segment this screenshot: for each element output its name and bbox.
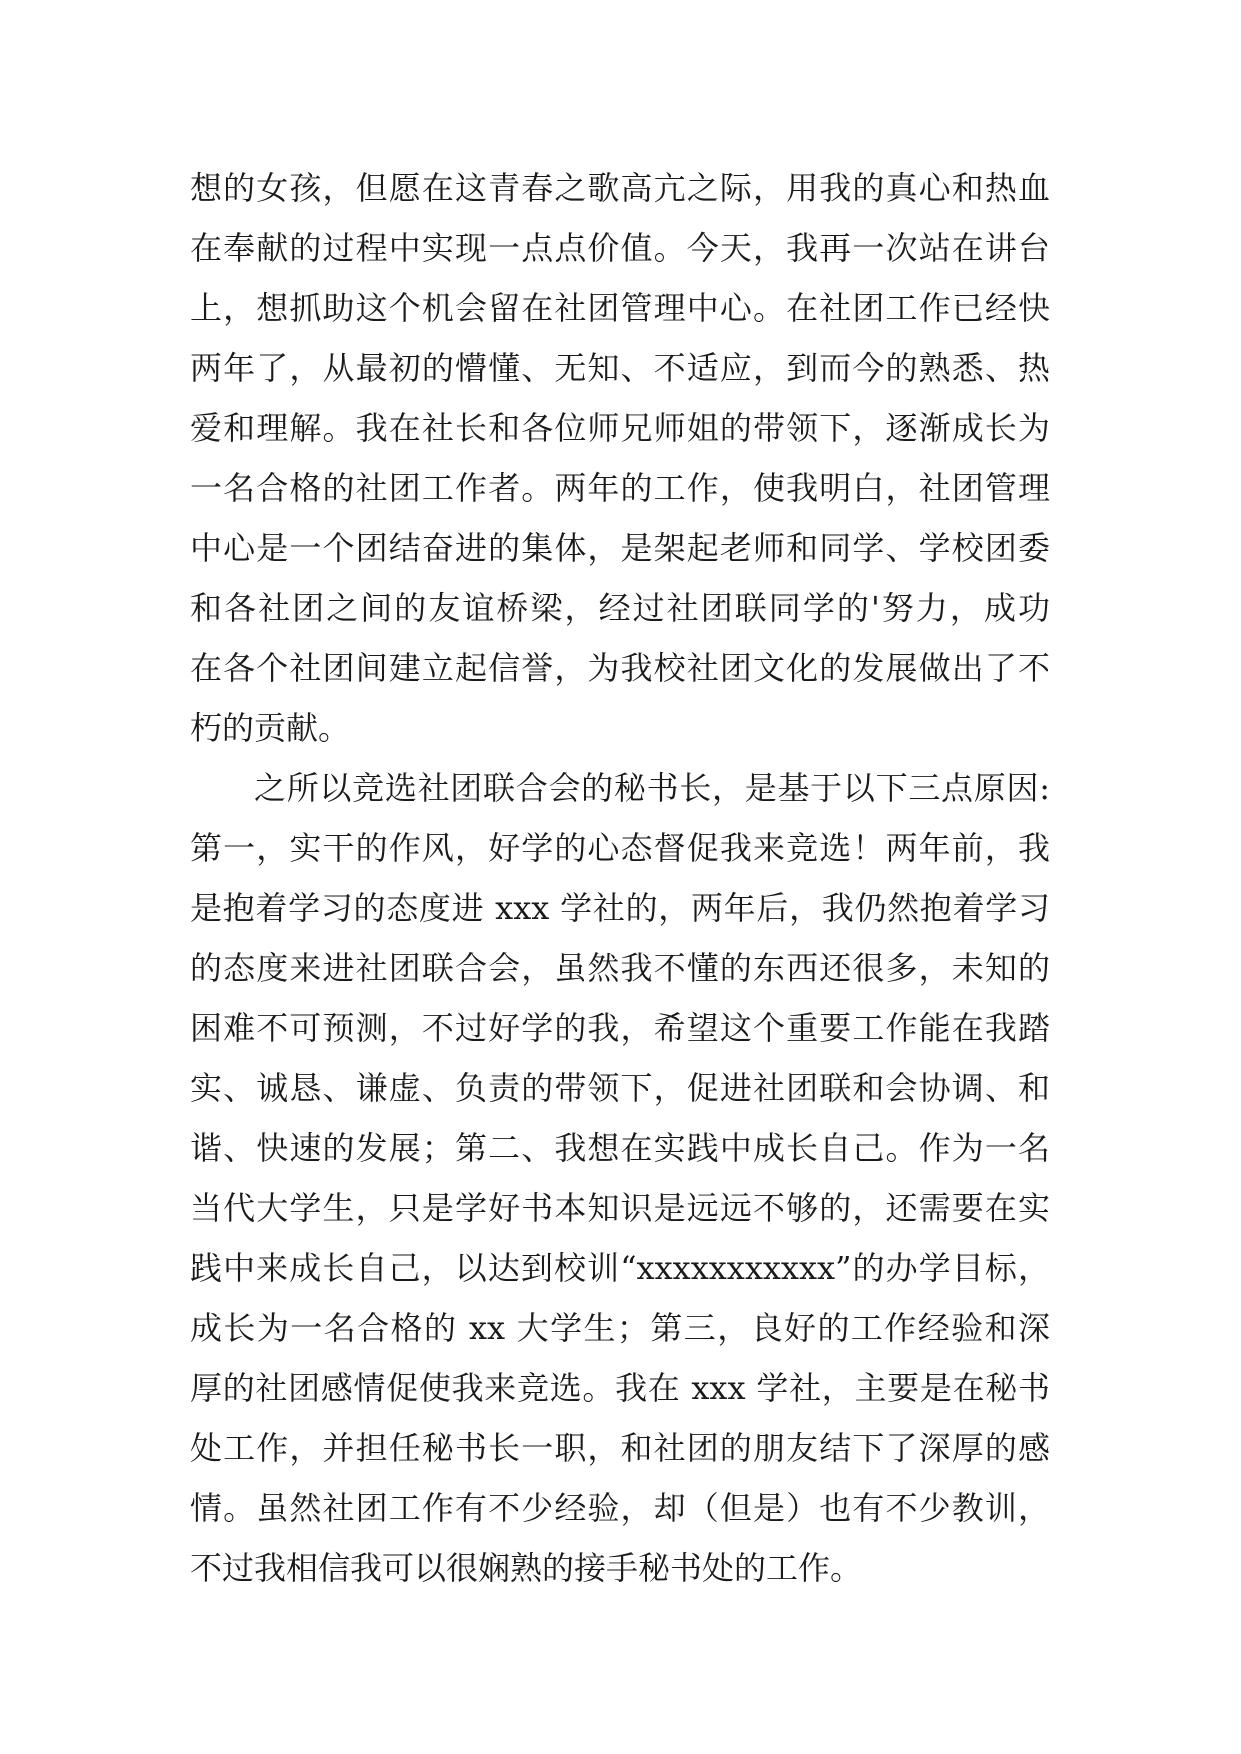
text-line: 谐、快速的发展；第二、我想在实践中成长自己。作为一名 [190, 1129, 1050, 1167]
text-line: 是抱着学习的态度进 xxx 学社的，两年后，我仍然抱着学习 [190, 889, 1050, 927]
text-line: 在奉献的过程中实现一点点价值。今天，我再一次站在讲台 [190, 229, 1050, 267]
document-body [190, 158, 1050, 1598]
text-line: 情。虽然社团工作有不少经验，却（但是）也有不少教训， [190, 1489, 1050, 1527]
text-line: 第一，实干的作风，好学的心态督促我来竞选！两年前，我 [190, 829, 1050, 867]
text-line: 在各个社团间建立起信誉，为我校社团文化的发展做出了不 [190, 649, 1050, 687]
paragraph-2 [190, 758, 1050, 1598]
text-line: 两年了，从最初的懵懂、无知、不适应，到而今的熟悉、热 [190, 349, 1050, 387]
text-line: 不过我相信我可以很娴熟的接手秘书处的工作。 [190, 1549, 863, 1587]
text-line: 朽的贡献。 [190, 709, 351, 747]
text-line: 成长为一名合格的 xx 大学生；第三，良好的工作经验和深 [190, 1309, 1050, 1347]
text-line: 和各社团之间的友谊桥梁，经过社团联同学的'努力，成功 [190, 589, 1050, 627]
text-line: 厚的社团感情促使我来竞选。我在 xxx 学社，主要是在秘书 [190, 1369, 1050, 1407]
text-line: 实、诚恳、谦虚、负责的带领下，促进社团联和会协调、和 [190, 1069, 1050, 1107]
text-line: 处工作，并担任秘书长一职，和社团的朋友结下了深厚的感 [190, 1429, 1050, 1467]
text-line: 上，想抓助这个机会留在社团管理中心。在社团工作已经快 [190, 289, 1050, 327]
paragraph-1 [190, 158, 1050, 758]
text-line: 之所以竞选社团联合会的秘书长，是基于以下三点原因: [254, 769, 1050, 807]
text-line: 爱和理解。我在社长和各位师兄师姐的带领下，逐渐成长为 [190, 409, 1050, 447]
text-line: 一名合格的社团工作者。两年的工作，使我明白，社团管理 [190, 469, 1050, 507]
text-line: 困难不可预测，不过好学的我，希望这个重要工作能在我踏 [190, 1009, 1050, 1047]
text-line: 践中来成长自己，以达到校训“xxxxxxxxxxx”的办学目标， [190, 1249, 1050, 1287]
text-line: 的态度来进社团联合会，虽然我不懂的东西还很多，未知的 [190, 949, 1050, 987]
text-line: 当代大学生，只是学好书本知识是远远不够的，还需要在实 [190, 1189, 1050, 1227]
text-line: 想的女孩，但愿在这青春之歌高亢之际，用我的真心和热血 [190, 169, 1050, 207]
text-line: 中心是一个团结奋进的集体，是架起老师和同学、学校团委 [190, 529, 1050, 567]
